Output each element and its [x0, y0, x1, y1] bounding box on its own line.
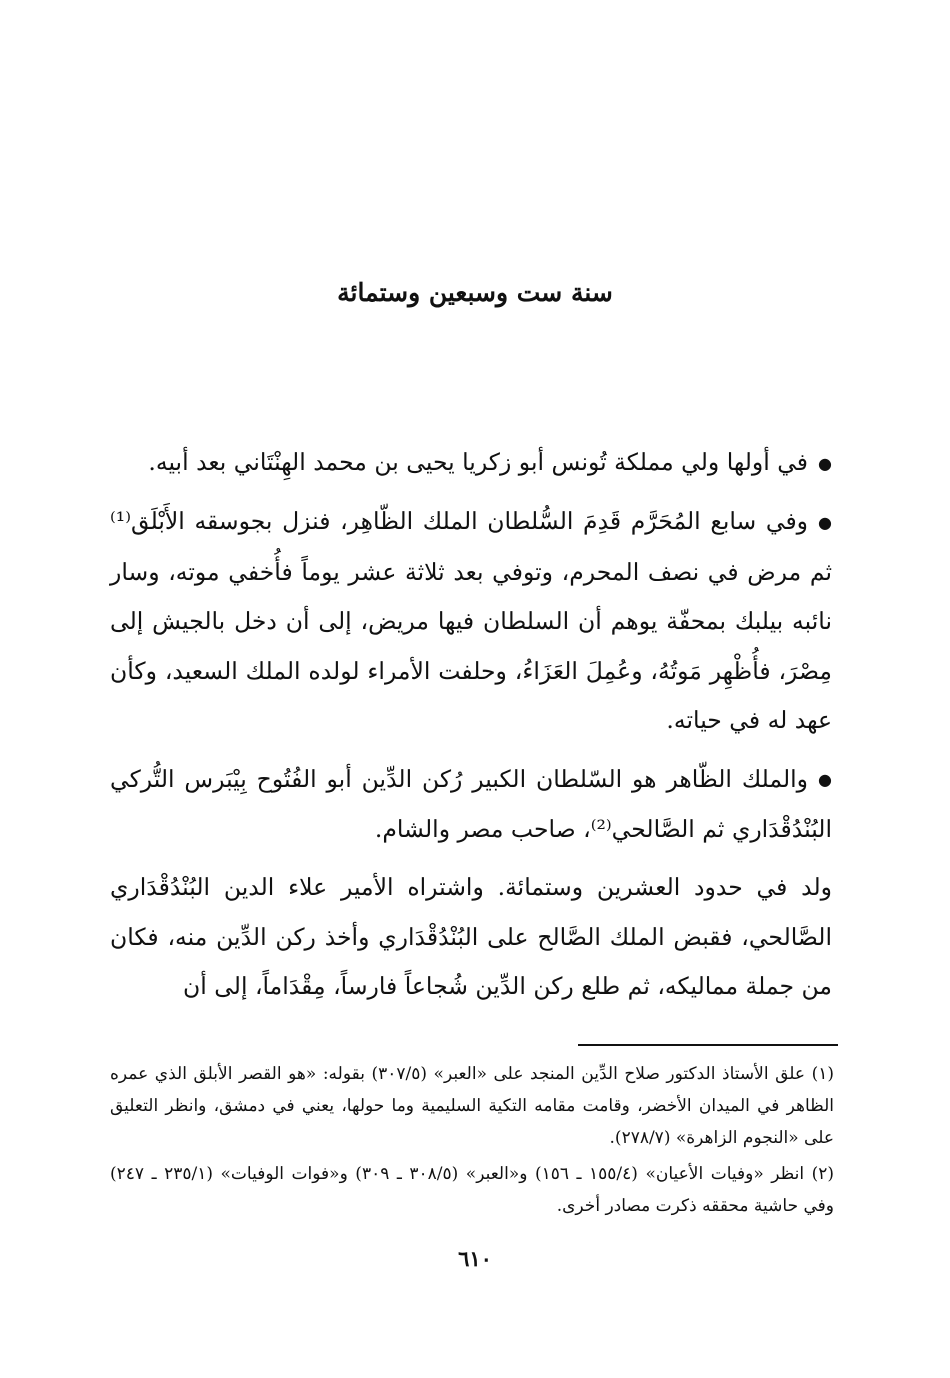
paragraph — [110, 755, 832, 855]
paragraph — [110, 497, 832, 745]
page-heading: سنة ست وسبعين وستمائة — [337, 278, 613, 307]
bullet-icon: ● — [818, 770, 832, 790]
bullet-icon: ● — [818, 453, 832, 473]
paragraph-text: والملك الظّاهر هو السّلطان الكبير رُكن الدِّين أبو الفُتُوح بِيْبَرس التُّركي البُنْدُقْدَاري ثم الصَّالحي⁽²⁾، صاحب مصر والشام. — [110, 764, 832, 843]
paragraph — [110, 438, 832, 488]
footnote: (١) علق الأستاذ الدكتور صلاح الدِّين المنجد على «العبر» (٣٠٧/٥) بقوله: «هو القصر الأبلق الذي عمره الظاهر في الميدان الأخضر، وقامت مقامه التكية السليمية وما حولها، يعني في دمشق، وانظر التعليق على «النجوم الزاهرة» (٢٧٨/٧). — [110, 1064, 834, 1148]
footnote-divider — [578, 1044, 838, 1046]
footnotes — [110, 1058, 834, 1226]
main-text — [110, 438, 832, 1021]
page-number: ٦١٠ — [458, 1246, 492, 1271]
bullet-icon: ● — [818, 513, 832, 532]
footnote: (٢) انظر «وفيات الأعيان» (١٥٥/٤ ـ ١٥٦) و«العبر» (٣٠٨/٥ ـ ٣٠٩) و«فوات الوفيات» (٢٣٥/١ ـ ٢٤٧) وفي حاشية محققه ذكرت مصادر أخرى. — [110, 1164, 835, 1216]
paragraph-text: وفي سابع المُحَرَّم قَدِمَ السُّلطان الملك الظّاهِر، فنزل بجوسقه الأَبْلَق⁽¹⁾ ثم مرض في نصف المحرم، وتوفي بعد ثلاثة عشر يوماً فأُخفي موته، وسار نائبه بيلبك بمحفّة يوهم أن السلطان فيها مريض، إلى أن دخل بالجيش إلى مِصْرَ، فأُظْهِر مَوتُهُ، وعُمِلَ العَزَاءُ، وحلفت الأمراء لولده الملك السعيد، وكأن عهد له في حياته. — [110, 507, 832, 734]
paragraph-text: في أولها ولي مملكة تُونس أبو زكريا يحيى بن محمد الهِنْتَاني بعد أبيه. — [148, 448, 809, 476]
paragraph-text: ولد في حدود العشرين وستمائة. واشتراه الأمير علاء الدين البُنْدُقْدَاري الصَّالحي، فقبض الملك الصَّالح على البُنْدُقْدَاري وأخذ ركن الدِّين منه، فكان من جملة مماليكه، ثم طلع ركن الدِّين شُجاعاً فارساً، مِقْدَاماً، إلى أن — [110, 873, 832, 1001]
paragraph — [110, 863, 832, 1012]
